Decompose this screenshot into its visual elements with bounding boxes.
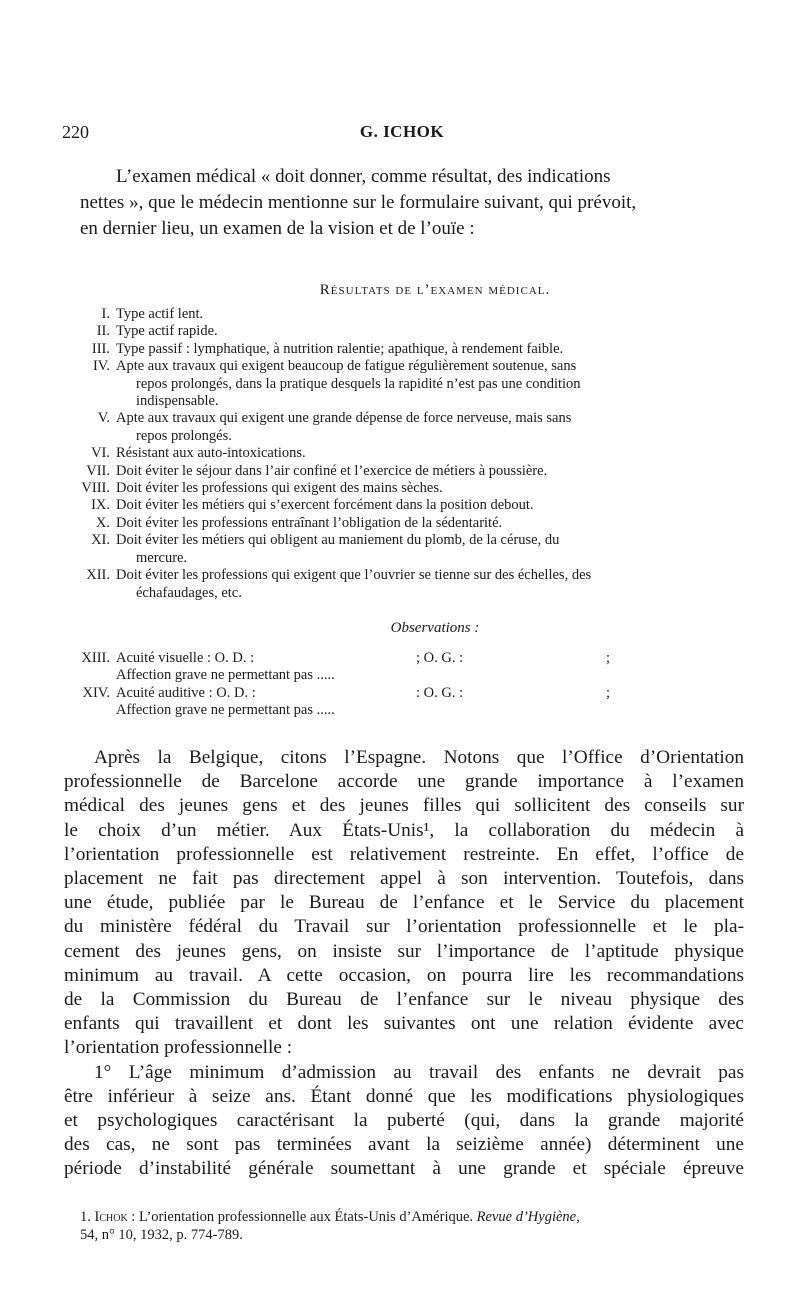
observation-row [80, 650, 750, 667]
intro-line: L’examen médical « doit donner, comme résultat, des indications [116, 166, 611, 187]
footnote-line-2: 54, n° 10, 1932, p. 774-789. [80, 1227, 243, 1243]
form-item-number: II. [96, 323, 110, 340]
form-item-text [116, 515, 750, 532]
form-item-text [116, 410, 750, 445]
form-item-line: Doit éviter les métiers qui s’exercent forcément dans la position debout. [116, 497, 534, 514]
form-item-number: X. [95, 514, 110, 531]
form-item-text [116, 497, 750, 514]
form-item-text [116, 463, 750, 480]
form-item [80, 532, 750, 567]
form-item-line: Doit éviter les professions qui exigent des mains sèches. [116, 480, 443, 497]
form-item-text [116, 306, 750, 323]
running-head: G. ICHOK [359, 122, 445, 141]
form-item-line: Type actif lent. [116, 306, 204, 322]
form-item-text [116, 341, 750, 358]
form-item-line: Résistant aux auto-intoxications. [116, 445, 306, 462]
body-paragraphs [64, 746, 744, 1182]
body-line: du ministère fédéral du Travail sur l’orientation professionnelle et le pla- [64, 916, 744, 938]
footnote-text: : L’orientation professionnelle aux États-Unis d’Amérique. [131, 1209, 474, 1225]
body-line: une étude, publiée par le Bureau de l’enfance et le Service du placement [64, 892, 744, 914]
footnote-journal: Revue d’Hygiène, [476, 1209, 580, 1225]
form-item-line: mercure. [136, 549, 188, 566]
observation-sub: Affection grave ne permettant pas ..... [116, 702, 335, 719]
observation-label: Acuité auditive : O. D. : [116, 684, 256, 701]
form-item-line: Apte aux travaux qui exigent une grande dépense de force nerveuse, mais sans [116, 410, 572, 427]
footnote-line-1 [80, 1208, 750, 1226]
body-line: cement des jeunes gens, on insiste sur l’importance de l’aptitude physique [64, 940, 744, 962]
form-item-line: repos prolongés. [136, 427, 232, 444]
observation-row [80, 685, 750, 702]
intro-line: nettes », que le médecin mentionne sur le formulaire suivant, qui prévoit, [80, 192, 637, 213]
form-item-line: Doit éviter les professions entraînant l’obligation de la sédentarité. [116, 514, 503, 531]
form-item-text [116, 323, 750, 340]
form-item [80, 497, 750, 514]
form-title: Résultats de l’examen médical. [319, 282, 551, 298]
form-item-number: VI. [91, 445, 110, 462]
observation-right: : O. G. : [416, 684, 464, 701]
body-line: l’orientation professionnelle : [64, 1037, 293, 1059]
body-line: minimum au travail. A cette occasion, on pourra lire les recommandations [64, 964, 744, 986]
form-item-line: Apte aux travaux qui exigent beaucoup de fatigue régulièrement soutenue, sans [116, 358, 577, 375]
observations-title: Observations : [390, 620, 480, 636]
body-line: de la Commission du Bureau de l’enfance sur le niveau physique des [64, 989, 744, 1011]
form-item-number: VIII. [81, 480, 110, 497]
form-item-line: repos prolongés, dans la pratique desquels la rapidité n’est pas une condition [136, 375, 581, 392]
body-line: 1° L’âge minimum d’admission au travail des enfants ne devrait pas [94, 1061, 744, 1083]
form-item-number: IX. [91, 497, 110, 514]
observation-label: Acuité visuelle : O. D. : [116, 650, 255, 666]
form-item [80, 306, 750, 323]
body-line: professionnelle de Barcelone accorde une grande importance à l’examen [64, 771, 744, 793]
intro-paragraph [80, 164, 746, 242]
form-item-line: Doit éviter les métiers qui obligent au maniement du plomb, de la céruse, du [116, 532, 560, 549]
body-line: enfants qui travaillent et dont les suivantes ont une relation évidente avec [64, 1013, 744, 1035]
form-item [80, 515, 750, 532]
form-list [80, 306, 750, 602]
form-item-text [116, 358, 750, 410]
form-item [80, 480, 750, 497]
form-item-text [116, 480, 750, 497]
body-line: période d’instabilité générale soumettant à une grande et spéciale épreuve [64, 1158, 744, 1180]
footnote-marker: 1. [80, 1209, 91, 1225]
form-item [80, 463, 750, 480]
body-line: et psychologiques caractérisant la puberté (qui, dans la grande majorité [64, 1110, 744, 1132]
form-item-line: Type actif rapide. [116, 323, 218, 340]
form-item [80, 567, 750, 602]
observation-right: ; O. G. : [416, 650, 464, 666]
intro-line: en dernier lieu, un examen de la vision et de l’ouïe : [80, 218, 475, 239]
form-item-number: IV. [92, 358, 110, 375]
page-number: 220 [62, 122, 89, 142]
observations-list [80, 650, 750, 720]
form-item-number: I. [101, 306, 110, 322]
form-item [80, 445, 750, 462]
form-item-text [116, 532, 750, 567]
body-line: des cas, ne sont pas terminées avant la seizième année) déterminent une [64, 1134, 744, 1156]
body-line: le choix d’un métier. Aux États-Unis¹, la collaboration du médecin à [64, 819, 744, 841]
form-item [80, 341, 750, 358]
form-item-number: XI. [91, 532, 110, 549]
form-item-line: Doit éviter les professions qui exigent que l’ouvrier se tienne sur des échelles, des [116, 567, 592, 584]
page-header [62, 122, 742, 146]
form-item-text [116, 567, 750, 602]
body-line: Après la Belgique, citons l’Espagne. Notons que l’Office d’Orientation [94, 747, 744, 768]
observation-number: XIII. [81, 650, 110, 666]
footnote [80, 1208, 750, 1244]
observation-end: ; [606, 650, 611, 666]
form-item-line: Type passif : lymphatique, à nutrition ralentie; apathique, à rendement faible. [116, 340, 564, 357]
body-line: médical des jeunes gens et des jeunes filles qui sollicitent des conseils sur [64, 795, 744, 817]
form-item [80, 358, 750, 410]
observation-sub: Affection grave ne permettant pas ..... [116, 667, 335, 684]
form-item-number: VII. [86, 462, 110, 479]
form-item-line: échafaudages, etc. [136, 584, 242, 601]
footnote-author: Ichok [94, 1209, 128, 1225]
form-item [80, 323, 750, 340]
form-item-number: XII. [86, 567, 110, 584]
form-item-line: indispensable. [136, 393, 219, 410]
body-line: placement ne fait pas directement appel à son intervention. Toutefois, dans [64, 868, 744, 890]
form-item-text [116, 445, 750, 462]
observation-number: XIV. [82, 684, 110, 701]
form-item-number: III. [91, 340, 110, 357]
form-item-line: Doit éviter le séjour dans l’air confiné et l’exercice de métiers à poussière. [116, 462, 548, 479]
body-line: être inférieur à seize ans. Étant donné que les modifications physiologiques [64, 1085, 744, 1107]
form-item-number: V. [97, 410, 110, 427]
form-item [80, 410, 750, 445]
body-line: l’orientation professionnelle est relativement restreinte. En effet, l’office de [64, 843, 744, 865]
observation-end: ; [606, 684, 611, 701]
